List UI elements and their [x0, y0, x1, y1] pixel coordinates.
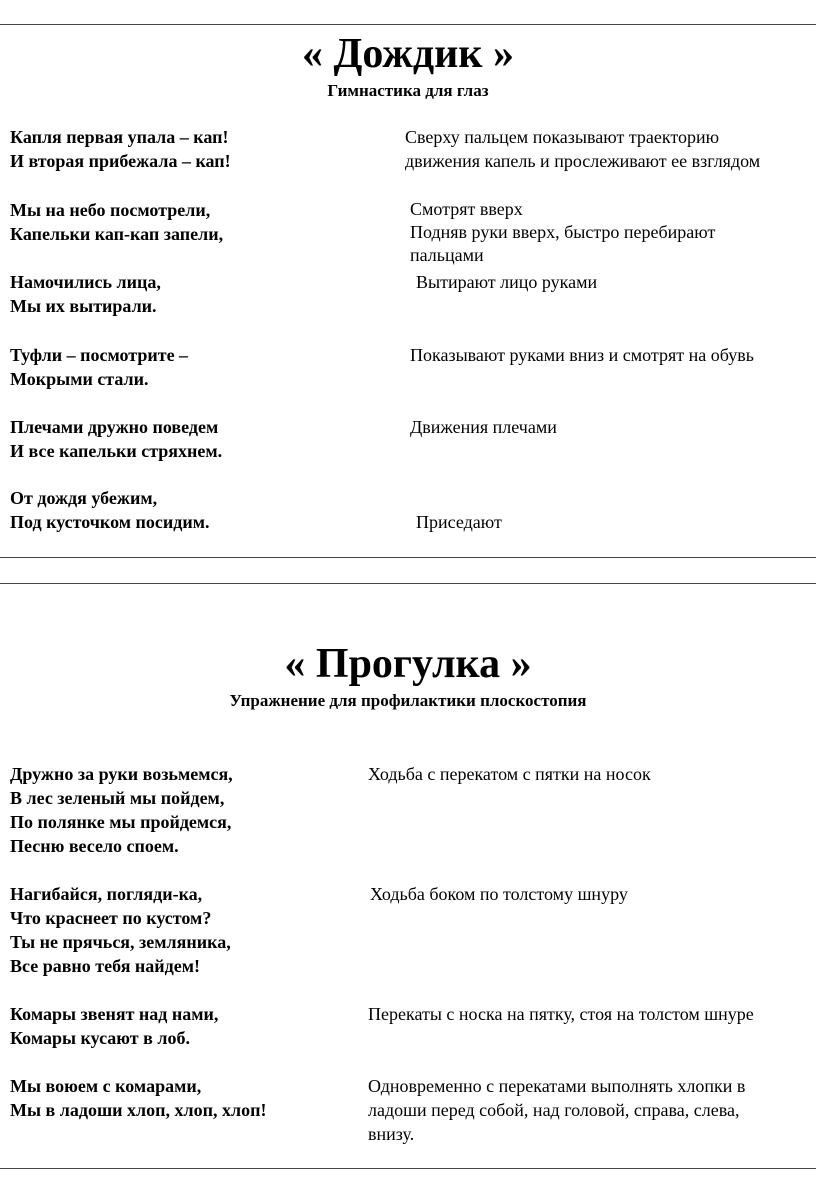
- action-text: [370, 882, 628, 906]
- section2-top-rule: [0, 583, 816, 584]
- action-text: [410, 343, 754, 367]
- action-line: Перекаты с носка на пятку, стоя на толстом шнуре: [368, 1004, 754, 1024]
- verse-line: Песню весело споем.: [10, 836, 179, 856]
- action-line: Подняв руки вверх, быстро перебирают: [410, 222, 716, 242]
- top-rule: [0, 24, 816, 25]
- action-line: пальцами: [410, 245, 484, 265]
- verse-line: Что краснеет по кустом?: [10, 908, 212, 928]
- verse-line: Все равно тебя найдем!: [10, 956, 201, 976]
- verse-stanza: [10, 415, 222, 463]
- verse-line: Под кусточком посидим.: [10, 512, 210, 532]
- verse-stanza: [10, 1002, 218, 1050]
- verse-line: Дружно за руки возьмемся,: [10, 764, 233, 784]
- action-text: [410, 415, 557, 439]
- action-text: [368, 1074, 745, 1146]
- action-line: Движения плечами: [410, 417, 557, 437]
- action-line: движения капель и прослеживают ее взглядом: [405, 151, 761, 171]
- action-text: [368, 762, 651, 786]
- verse-stanza: [10, 270, 161, 318]
- verse-line: Ты не прячься, земляника,: [10, 932, 231, 952]
- verse-line: От дождя убежим,: [10, 488, 158, 508]
- action-text: [416, 270, 597, 294]
- section2-title: « Прогулка »: [284, 641, 532, 687]
- verse-line: Капля первая упала – кап!: [10, 127, 229, 147]
- action-line: внизу.: [368, 1124, 415, 1144]
- verse-stanza: [10, 882, 231, 978]
- verse-line: Плечами дружно поведем: [10, 417, 219, 437]
- verse-stanza: [10, 343, 188, 391]
- action-line: Ходьба с перекатом с пятки на носок: [368, 764, 651, 784]
- section1-bottom-rule: [0, 557, 816, 558]
- verse-stanza: [10, 198, 223, 246]
- verse-stanza: [10, 486, 209, 534]
- verse-line: Комары звенят над нами,: [10, 1004, 219, 1024]
- action-line: Показывают руками вниз и смотрят на обувь: [410, 345, 754, 365]
- verse-line: В лес зеленый мы пойдем,: [10, 788, 225, 808]
- verse-line: И вторая прибежала – кап!: [10, 151, 231, 171]
- section2-bottom-rule: [0, 1168, 816, 1169]
- verse-line: Мы их вытирали.: [10, 296, 157, 316]
- verse-stanza: [10, 762, 233, 858]
- verse-line: Нагибайся, погляди-ка,: [10, 884, 203, 904]
- action-line: Смотрят вверх: [410, 199, 523, 219]
- verse-stanza: [10, 125, 231, 173]
- verse-line: Мокрыми стали.: [10, 369, 149, 389]
- verse-line: Мы на небо посмотрели,: [10, 200, 211, 220]
- verse-line: Намочились лица,: [10, 272, 161, 292]
- verse-line: Туфли – посмотрите –: [10, 345, 189, 365]
- action-text: [410, 198, 715, 267]
- section1-title: « Дождик »: [302, 31, 514, 77]
- action-line: Ходьба боком по толстому шнуру: [370, 884, 628, 904]
- verse-stanza: [10, 1074, 266, 1122]
- verse-line: Мы воюем с комарами,: [10, 1076, 202, 1096]
- verse-line: Мы в ладоши хлоп, хлоп, хлоп!: [10, 1100, 267, 1120]
- verse-line: И все капельки стряхнем.: [10, 441, 223, 461]
- action-text: [405, 125, 760, 173]
- action-text: [368, 1002, 754, 1026]
- verse-line: Капельки кап-кап запели,: [10, 224, 224, 244]
- action-line: ладоши перед собой, над головой, справа, слева,: [368, 1100, 740, 1120]
- verse-line: Комары кусают в лоб.: [10, 1028, 190, 1048]
- action-line: Приседают: [416, 512, 502, 532]
- section1-subtitle: Гимнастика для глаз: [327, 81, 489, 100]
- verse-line: По полянке мы пройдемся,: [10, 812, 232, 832]
- action-line: Одновременно с перекатами выполнять хлопки в: [368, 1076, 746, 1096]
- section2-subtitle: Упражнение для профилактики плоскостопия: [229, 691, 587, 710]
- action-line: Вытирают лицо руками: [416, 272, 598, 292]
- action-line: Сверху пальцем показывают траекторию: [405, 127, 720, 147]
- action-text: [416, 510, 502, 534]
